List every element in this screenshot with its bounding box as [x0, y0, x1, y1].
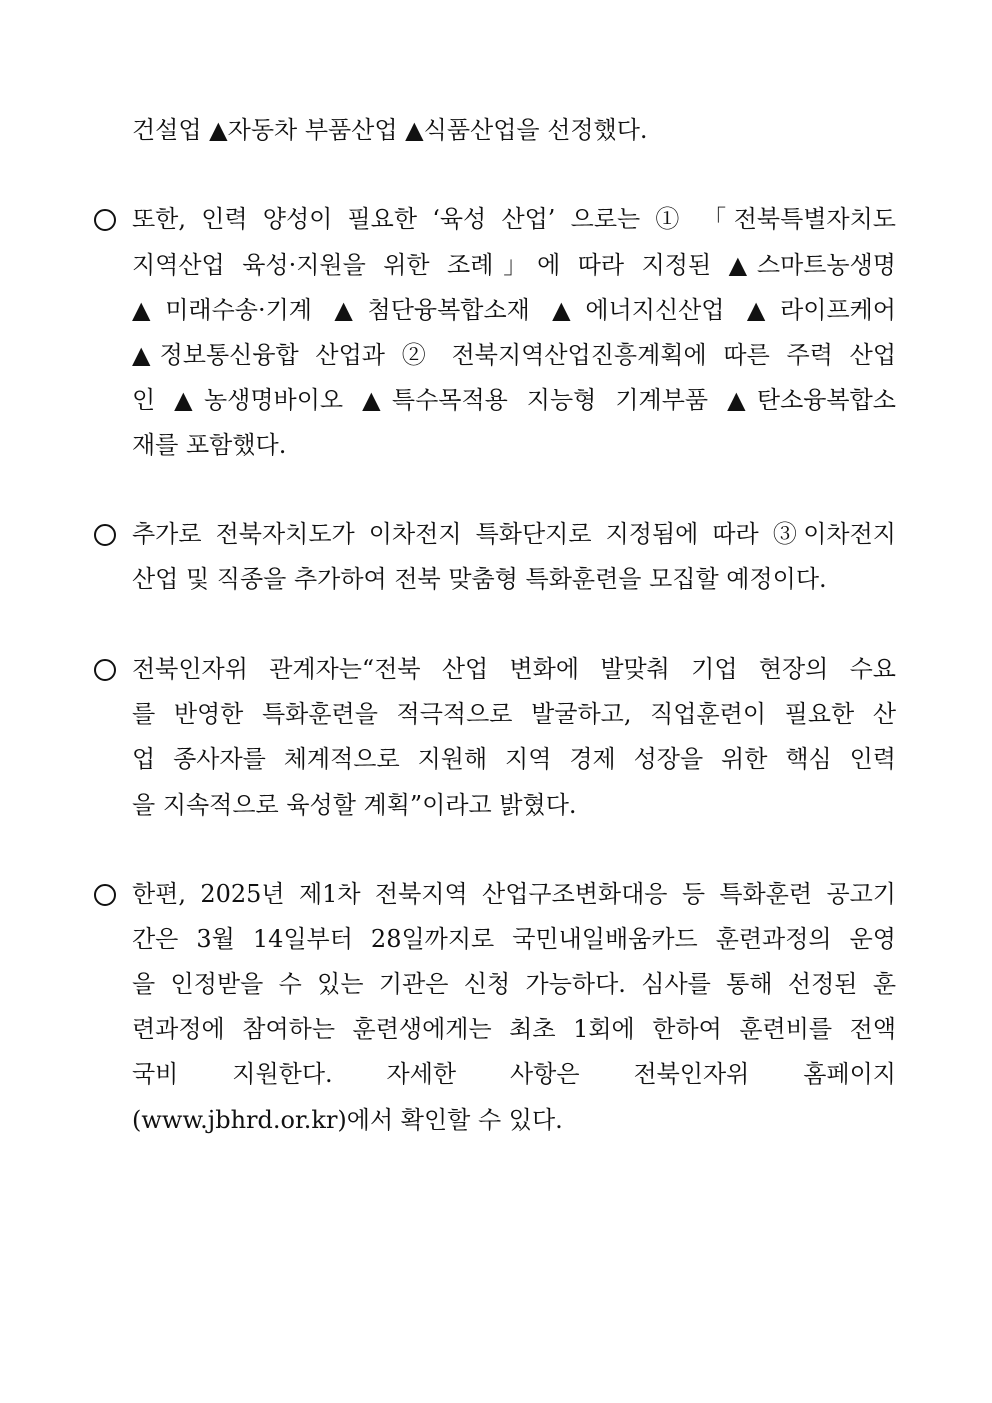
paragraph-4-line-1: 한편, 2025년 제1차 전북지역 산업구조변화대응 등 특화훈련 공고기 [132, 880, 896, 908]
bullet-circle-icon [94, 659, 116, 681]
paragraph-3-line-3: 업 종사자를 체계적으로 지원해 지역 경제 성장을 위한 핵심 인력 [132, 745, 896, 773]
paragraph-3-line-1: 전북인자위 관계자는“전북 산업 변화에 발맞춰 기업 현장의 수요 [132, 655, 896, 683]
paragraph-4-line-6: (www.jbhrd.or.kr)에서 확인할 수 있다. [132, 1106, 563, 1134]
paragraph-1-line-4: ▲정보통신융합 산업과 ② 전북지역산업진흥계획에 따른 주력 산업 [132, 341, 896, 369]
continuation-line: 건설업 ▲자동차 부품산업 ▲식품산업을 선정했다. [132, 116, 648, 144]
paragraph-3-line-2: 를 반영한 특화훈련을 적극적으로 발굴하고, 직업훈련이 필요한 산 [132, 700, 896, 728]
paragraph-3-line-4: 을 지속적으로 육성할 계획”이라고 밝혔다. [132, 791, 577, 819]
bullet-circle-icon [94, 884, 116, 906]
paragraph-1-line-2: 지역산업 육성·지원을 위한 조례」에 따라 지정된 ▲스마트농생명 [132, 251, 896, 279]
bullet-circle-icon [94, 524, 116, 546]
paragraph-4-line-5: 국비 지원한다. 자세한 사항은 전북인자위 홈페이지 [132, 1060, 896, 1088]
paragraph-4-line-3: 을 인정받을 수 있는 기관은 신청 가능하다. 심사를 통해 선정된 훈 [132, 970, 896, 998]
paragraph-1-line-5: 인 ▲농생명바이오 ▲특수목적용 지능형 기계부품 ▲탄소융복합소 [132, 386, 896, 414]
paragraph-4-line-2: 간은 3월 14일부터 28일까지로 국민내일배움카드 훈련과정의 운영 [132, 925, 896, 953]
paragraph-1-line-6: 재를 포함했다. [132, 431, 287, 459]
bullet-circle-icon [94, 209, 116, 231]
paragraph-4-line-4: 련과정에 참여하는 훈련생에게는 최초 1회에 한하여 훈련비를 전액 [132, 1015, 896, 1043]
paragraph-1-line-3: ▲미래수송·기계 ▲첨단융복합소재 ▲에너지신산업 ▲라이프케어 [132, 296, 896, 324]
paragraph-1-line-1: 또한, 인력 양성이 필요한 ‘육성 산업’ 으로는 ① 「전북특별자치도 [132, 205, 896, 233]
paragraph-2-line-2: 산업 및 직종을 추가하여 전북 맞춤형 특화훈련을 모집할 예정이다. [132, 565, 827, 593]
paragraph-2-line-1: 추가로 전북자치도가 이차전지 특화단지로 지정됨에 따라 ③이차전지 [132, 520, 896, 548]
